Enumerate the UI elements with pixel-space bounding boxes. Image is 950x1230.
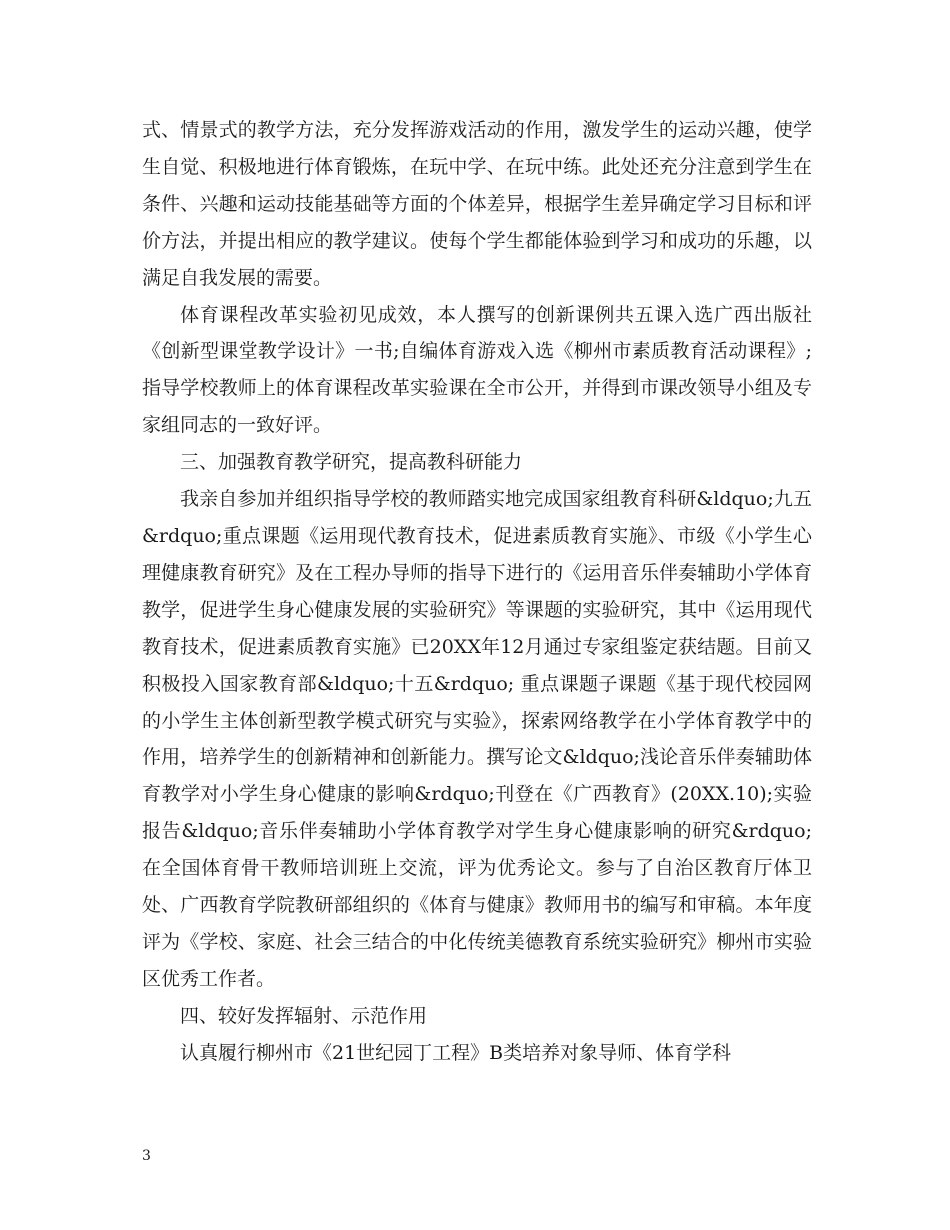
section-heading-demonstration: 四、较好发挥辐射、示范作用 [180, 1004, 428, 1027]
paragraph-research-projects: 我亲自参加并组织指导学校的教师踏实地完成国家组教育科研&ldquo;九五&rdquo;重点课题《运用现代教育技术，促进素质教育实施》、市级《小学生心理健康教育研究》及在工程办导师的指导下进行的《运用音乐伴奏辅助小学体育教学，促进学生身心健康发展的实验研究》等课题的实验研究，其中《运用现代教育技术，促进素质教育实施》已20XX年12月通过专家组鉴定获结题。目前又积极投入国家教育部&ldquo;十五&rdquo; 重点课题子课题《基于现代校园网的小学生主体创新型教学模式研究与实验》，探索网络教学在小学体育教学中的作用，培养学生的创新精神和创新能力。撰写论文&ldquo;浅论音乐伴奏辅助体育教学对小学生身心健康的影响&rdquo;刊登在《广西教育》(20XX.10);实验报告&ldquo;音乐伴奏辅助小学体育教学对学生身心健康影响的研究&rdquo;在全国体育骨干教师培训班上交流，评为优秀论文。参与了自治区教育厅体卫处、广西教育学院教研部组织的《体育与健康》教师用书的编写和审稿。本年度评为《学校、家庭、社会三结合的中化传统美德教育系统实验研究》柳州市实验区优秀工作者。 [142, 488, 812, 990]
page-number: 3 [142, 1148, 151, 1164]
paragraph-curriculum-reform: 体育课程改革实验初见成效，本人撰写的创新课例共五课入选广西出版社《创新型课堂教学设计》一书;自编体育游戏入选《柳州市素质教育活动课程》;指导学校教师上的体育课程改革实验课在全市公开，并得到市课改领导小组及专家组同志的一致好评。 [142, 303, 812, 437]
document-body [142, 112, 812, 1072]
paragraph-mentor-duties: 认真履行柳州市《21世纪园丁工程》B类培养对象导师、体育学科 [180, 1041, 732, 1064]
paragraph-teaching-methods: 式、情景式的教学方法，充分发挥游戏活动的作用，激发学生的运动兴趣，使学生自觉、积极地进行体育锻炼，在玩中学、在玩中练。此处还充分注意到学生在条件、兴趣和运动技能基础等方面的个体差异，根据学生差异确定学习目标和评价方法，并提出相应的教学建议。使每个学生都能体验到学习和成功的乐趣，以满足自我发展的需要。 [142, 119, 812, 289]
section-heading-research: 三、加强教育教学研究，提高教科研能力 [180, 451, 523, 474]
